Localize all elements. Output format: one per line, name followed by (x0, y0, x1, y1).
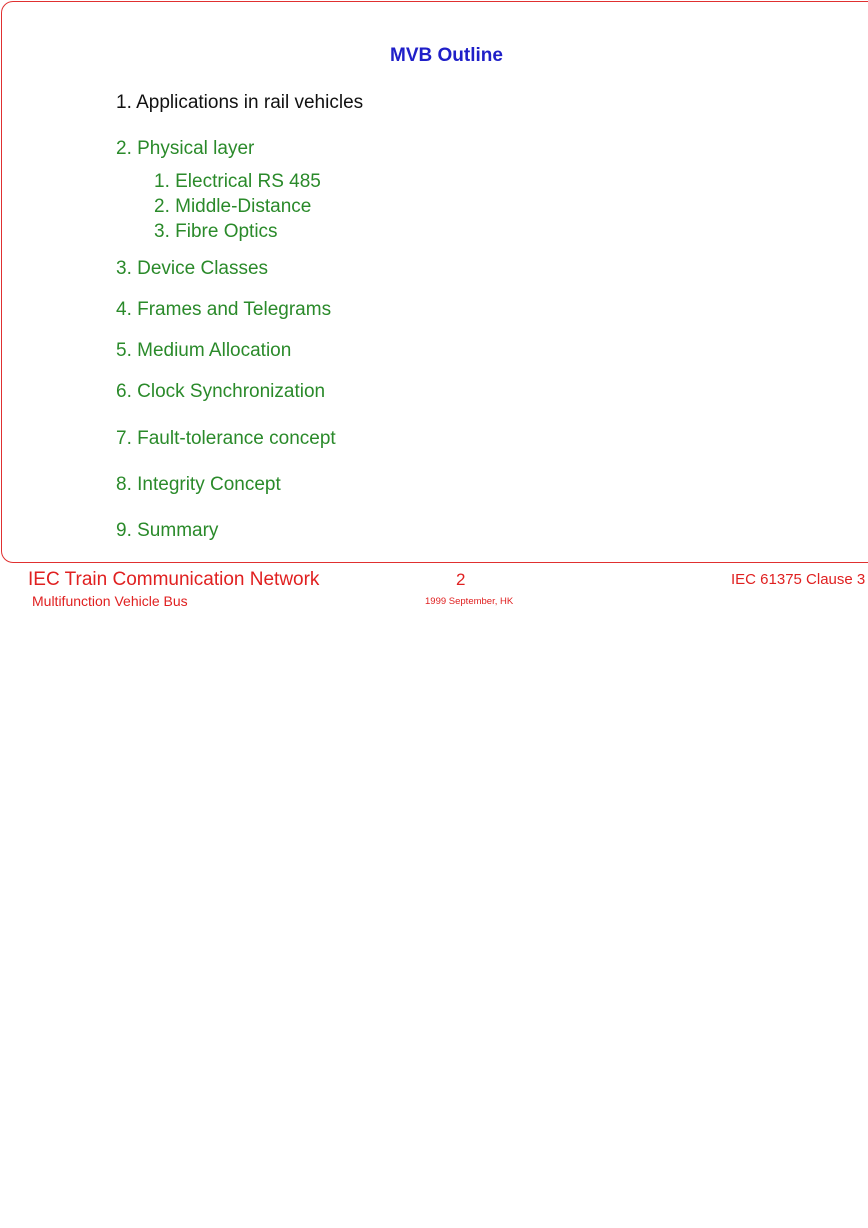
footer-date: 1999 September, HK (425, 596, 514, 607)
footer-subtitle: Multifunction Vehicle Bus (32, 593, 188, 609)
outline-item-device-classes: 3. Device Classes (116, 258, 269, 279)
outline-item-summary: 9. Summary (116, 520, 219, 541)
page-number: 2 (456, 570, 466, 589)
outline-item-physical-layer: 2. Physical layer (116, 138, 255, 159)
outline-subitem-fibre-optics: 3. Fibre Optics (154, 221, 278, 242)
outline-item-clock-synchronization: 6. Clock Synchronization (116, 381, 326, 402)
outline-item-integrity-concept: 8. Integrity Concept (116, 474, 281, 495)
outline-subitem-middle-distance: 2. Middle-Distance (154, 196, 312, 217)
outline-item-frames-telegrams: 4. Frames and Telegrams (116, 299, 332, 320)
outline-item-fault-tolerance: 7. Fault-tolerance concept (116, 428, 336, 449)
outline-item-applications: 1. Applications in rail vehicles (116, 92, 364, 113)
slide-title: MVB Outline (390, 45, 503, 66)
outline-item-medium-allocation: 5. Medium Allocation (116, 340, 292, 361)
footer-standard: IEC 61375 Clause 3 (731, 571, 866, 588)
footer-title: IEC Train Communication Network (28, 569, 320, 590)
outline-subitem-electrical-rs485: 1. Electrical RS 485 (154, 171, 321, 192)
